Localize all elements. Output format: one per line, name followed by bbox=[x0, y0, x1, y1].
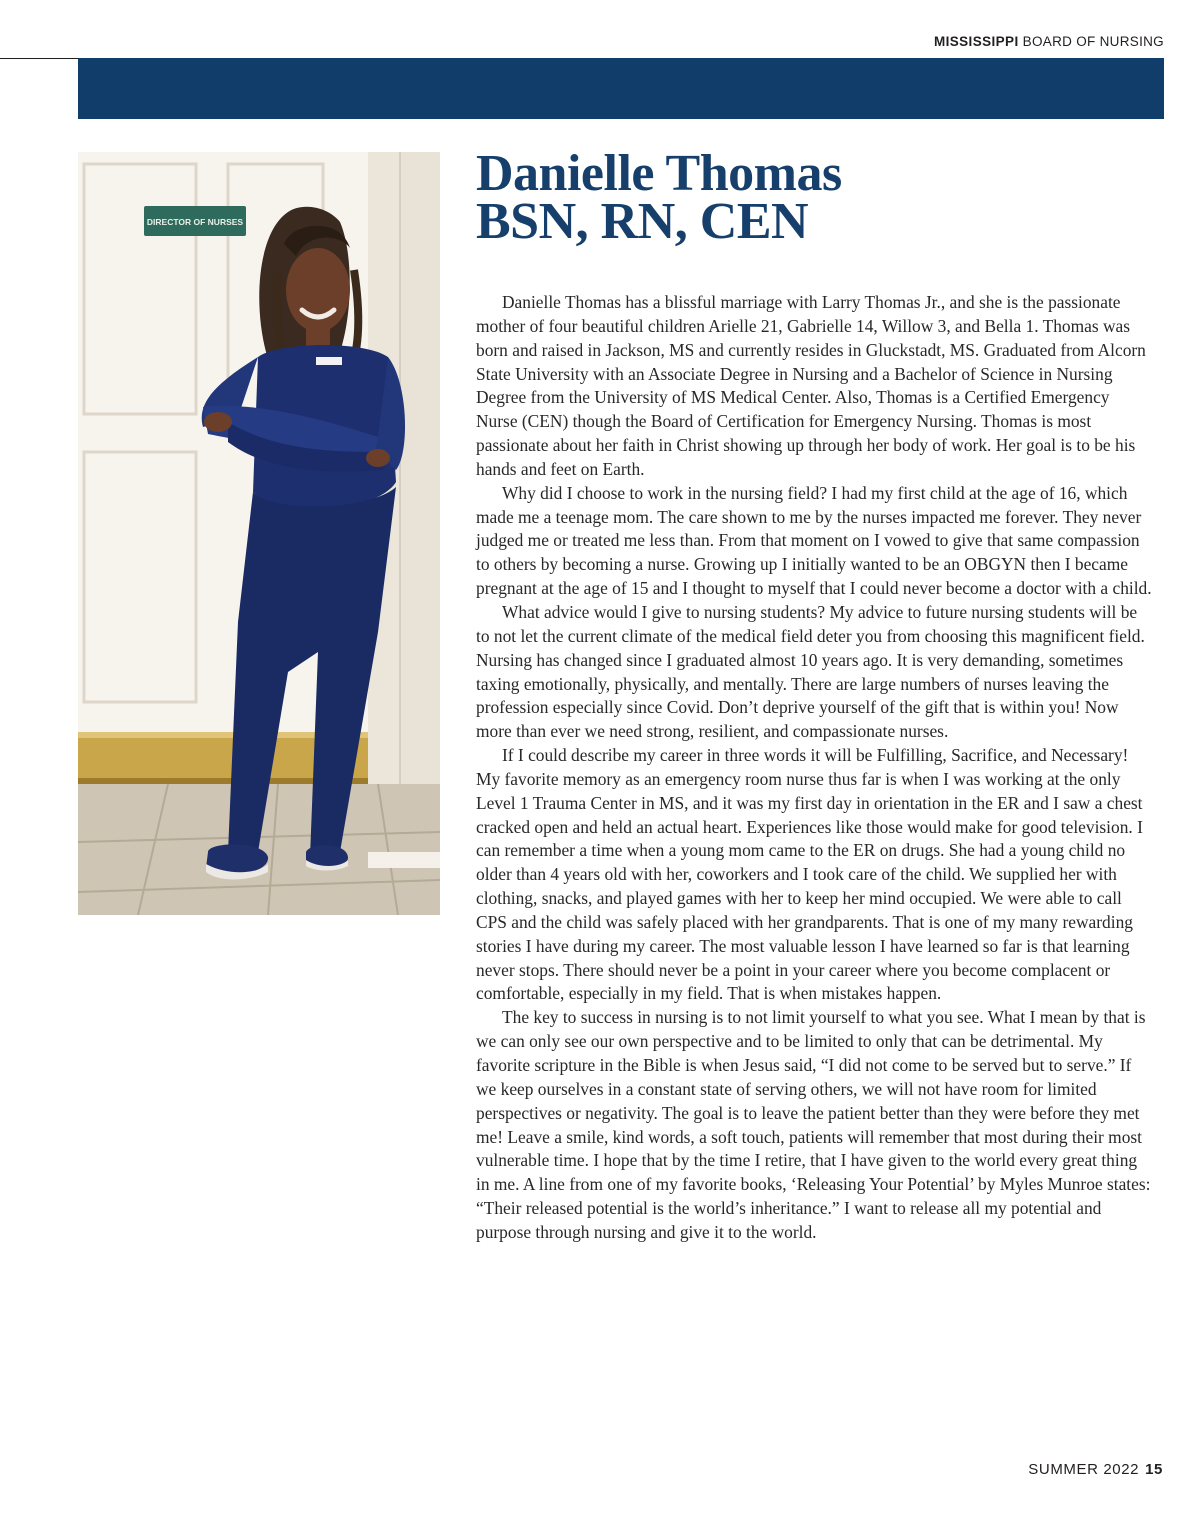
article-paragraph: What advice would I give to nursing students? My advice to future nursing students will be to not let the current climate of the medical field deter you from choosing this magnificent field. Nursing has changed since I graduated almost 10 years ago. It is very demanding, sometimes taxing emotionally, physically, and mentally. There are large numbers of nurses leaving the profession especially since Covid. Don’t deprive yourself of the gift that is within you! Now more than ever we need strong, resilient, and compassionate nurses. bbox=[476, 601, 1145, 742]
article-paragraph: Danielle Thomas has a blissful marriage with Larry Thomas Jr., and she is the passionate mother of four beautiful children Arielle 21, Gabrielle 14, Willow 3, and Bella 1. Thomas was born and raised in Jackson, MS and currently resides in Gluckstadt, MS. Graduated from Alcorn State University with an Associate Degree in Nursing and a Bachelor of Science in Nursing Degree from the University of MS Medical Center. Also, Thomas is a Certified Emergency Nurse (CEN) though the Board of Certification for Emergency Nursing. Thomas is most passionate about her faith in Christ showing up through her body of work. Her goal is to be his hands and feet on Earth. bbox=[476, 292, 1146, 479]
page-number: 15 bbox=[1145, 1461, 1163, 1478]
article-body bbox=[476, 291, 1154, 1245]
article-title-credentials: BSN, RN, CEN bbox=[476, 193, 809, 250]
portrait-illustration bbox=[78, 152, 440, 915]
issue-label: SUMMER 2022 bbox=[1028, 1461, 1140, 1478]
article-title bbox=[476, 145, 842, 250]
header-rule bbox=[0, 58, 79, 59]
article-paragraph: The key to success in nursing is to not limit yourself to what you see. What I mean by that is we can only see our own perspective and to be limited to only that can be detrimental. My favorite scripture in the Bible is when Jesus said, “I did not come to be served but to serve.” If we keep ourselves in a constant state of serving others, we will not have room for limited perspectives or negativity. The goal is to leave the patient better than they were before they met me! Leave a smile, kind words, a soft touch, patients will remember that most during their most vulnerable time. I hope that by the time I retire, that I have given to the world every great thing in me. A line from one of my favorite books, ‘Releasing Your Potential’ by Myles Munroe states: “Their released potential is the world’s inheritance.” I want to release all my potential and purpose through nursing and give it to the world. bbox=[476, 1007, 1151, 1242]
door-sign-text: DIRECTOR OF NURSES bbox=[146, 217, 244, 227]
page-footer bbox=[1028, 1461, 1163, 1478]
article-paragraph: If I could describe my career in three words it will be Fulfilling, Sacrifice, and Necessary! My favorite memory as an emergency room nurse thus far is when I was working at the only Level 1 Trauma Center in MS, and it was my first day in orientation in the ER and I saw a chest cracked open and held an actual heart. Experiences like those would make for good television. I can remember a time when a young mom came to the ER on drugs. She had a young child no older than 4 years old with her, coworkers and I took care of the child. We supplied her with clothing, snacks, and played games with her to keep her mind occupied. We were able to call CPS and the child was safely placed with her grandparents. That is one of my many rewarding stories I have during my career. The most valuable lesson I have learned so far is that learning never stops. There should never be a point in your career where you become complacent or comfortable, especially in my field. That is when mistakes happen. bbox=[476, 745, 1143, 1004]
article-title-name: Danielle Thomas bbox=[476, 145, 842, 202]
publication-name-rest: BOARD OF NURSING bbox=[1018, 34, 1164, 49]
publication-name bbox=[934, 34, 1164, 49]
header-banner bbox=[78, 58, 1164, 119]
portrait-photo bbox=[78, 152, 440, 915]
article-paragraph: Why did I choose to work in the nursing field? I had my first child at the age of 16, which made me a teenage mom. The care shown to me by the nurses impacted me forever. They never judged me or treated me less than. From that moment on I vowed to give that same compassion to others by becoming a nurse. Growing up I initially wanted to be an OBGYN then I became pregnant at the age of 15 and I thought to myself that I could never become a doctor with a child. bbox=[476, 482, 1152, 599]
publication-name-bold: MISSISSIPPI bbox=[933, 34, 1019, 49]
